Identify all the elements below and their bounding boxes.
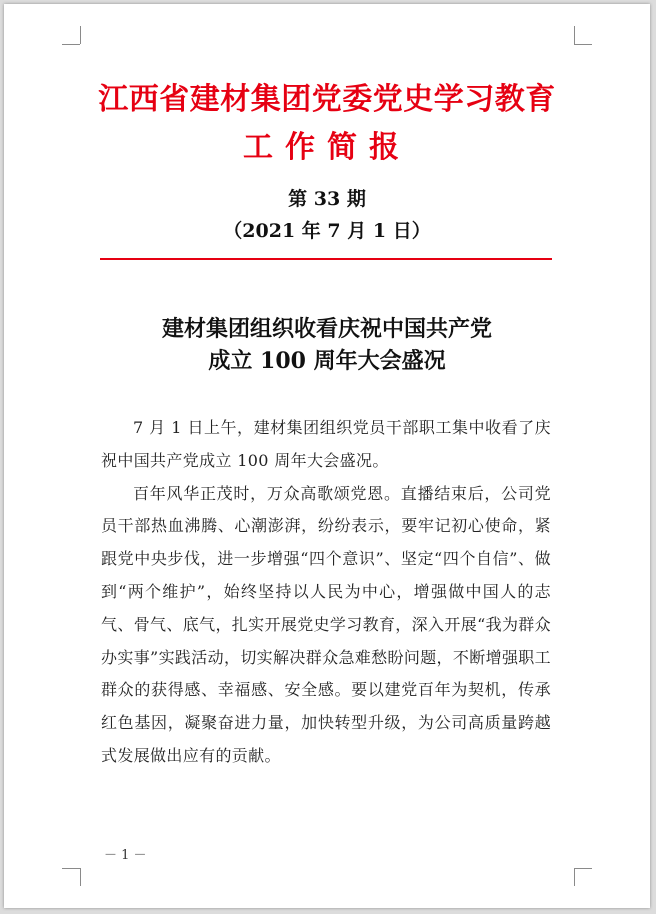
crop-mark <box>574 868 592 869</box>
red-divider-line <box>100 258 552 260</box>
bulletin-title: 江西省建材集团党委党史学习教育 <box>98 82 556 117</box>
document-page <box>4 4 650 908</box>
article-paragraph: 百年风华正茂时，万众高歌颂党恩。直播结束后，公司党员干部热血沸腾、心潮澎湃，纷纷表示，要牢记初心使命，紧跟党中央步伐，进一步增强“四个意识”、坚定“四个自信”、做到“两个维护”，始终坚持以人民为中心，增强做中国人的志气、骨气、底气，扎实开展党史学习教育，深入开展“我为群众办实事”实践活动，切实解决群众急难愁盼问题，不断增强职工群众的获得感、幸福感、安全感。要以建党百年为契机，传承红色基因，凝聚奋进力量，加快转型升级，为公司高质量跨越式发展做出应有的贡献。 <box>101 483 551 765</box>
crop-mark <box>574 44 592 45</box>
bulletin-subtitle: 工作简报 <box>243 130 411 165</box>
crop-mark <box>574 868 575 886</box>
crop-mark <box>62 44 80 45</box>
crop-mark <box>80 868 81 886</box>
issue-date: （2021 年 7 月 1 日） <box>223 220 431 242</box>
article-paragraph: 7 月 1 日上午，建材集团组织党员干部职工集中收看了庆祝中国共产党成立 100 周年大会盛况。 <box>101 418 551 470</box>
issue-number: 第 33 期 <box>288 188 366 210</box>
article-headline-line2: 成立 100 周年大会盛况 <box>208 348 446 374</box>
page-number: － 1 － <box>104 848 147 863</box>
article-body <box>101 412 551 773</box>
article-headline-line1: 建材集团组织收看庆祝中国共产党 <box>161 316 492 342</box>
crop-mark <box>574 26 575 44</box>
crop-mark <box>62 868 80 869</box>
crop-mark <box>80 26 81 44</box>
